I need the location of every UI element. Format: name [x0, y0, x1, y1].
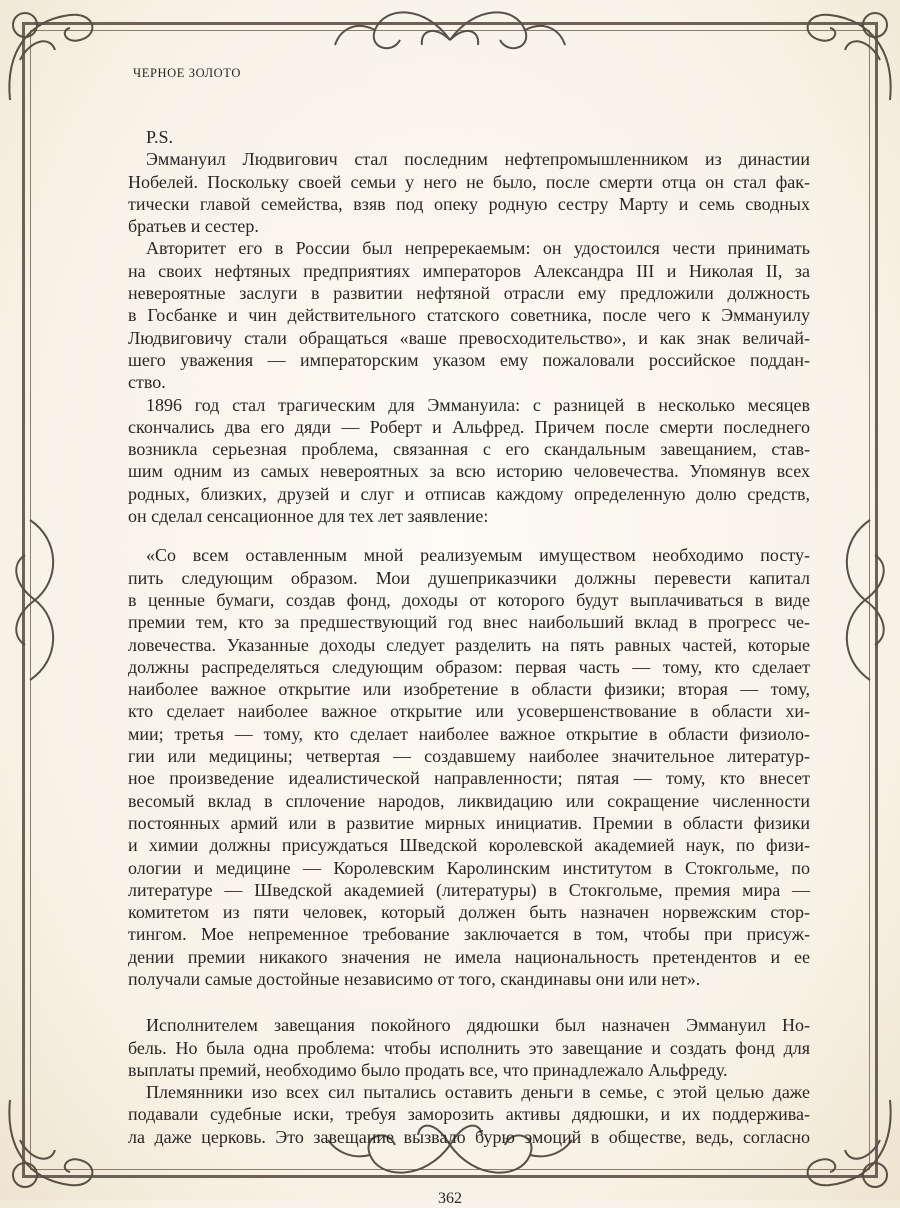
text-line: тически главой семейства, взяв под опеку родную сестру Марту и семь сводных [128, 193, 810, 214]
text-line: мии; третья — тому, кто сделает наиболее важное открытие в области физиоло- [128, 723, 810, 744]
text-line: ловечества. Указанные доходы следует разделить на пять равных частей, которые [128, 634, 810, 655]
text-line: «Со всем оставленным мной реализуемым имуществом необходимо посту- [146, 545, 810, 566]
text-line: Эммануил Людвигович стал последним нефтепромышленником из династии [146, 149, 810, 170]
text-line: должны распределяться следующим образом: первая часть — тому, кто сделает [128, 656, 810, 677]
paragraph [128, 394, 810, 528]
ornament-top-right-icon [790, 0, 900, 110]
text-line: P.S. [146, 127, 174, 147]
paragraph [128, 1014, 810, 1081]
text-line: тингом. Мое непременное требование заключается в том, чтобы при присуж- [128, 924, 810, 945]
text-line: комитетом из пяти человек, который должен быть назначен норвежским стор- [128, 902, 810, 923]
text-line: шего уважения — императорским указом ему пожаловали российское поддан- [128, 349, 810, 370]
ornament-top-left-icon [0, 0, 110, 110]
paragraph [128, 148, 810, 237]
text-line: в Госбанке и чин действительного статского советника, после чего к Эммануилу [128, 305, 810, 326]
text-line: ологии и медицине — Королевским Каролинским институтом в Стокгольме, по [128, 857, 810, 878]
text-line: на своих нефтяных предприятиях императоров Александра III и Николая II, за [128, 260, 810, 281]
text-line: 1896 год стал трагическим для Эммануила: с разницей в несколько месяцев [146, 394, 810, 415]
text-line: весомый вклад в сплочение народов, ликвидацию или сокращение численности [128, 790, 810, 811]
text-line: Авторитет его в России был непререкаемым: он удостоился чести принимать [146, 238, 810, 259]
paragraph [128, 1081, 810, 1148]
spacer [128, 990, 810, 1014]
text-line: братьев и сестер. [128, 216, 259, 237]
text-line: наиболее важное открытие или изобретение в области физики; вторая — тому, [128, 679, 810, 700]
text-line: скончались два его дяди — Роберт и Альфред. Причем после смерти последнего [128, 416, 810, 437]
text-line: ное произведение идеалистической направленности; пятая — тому, кто внесет [128, 768, 810, 789]
text-line: выплаты премий, необходимо было продать все, что принадлежало Альфреду. [128, 1059, 728, 1080]
text-line: возникла серьезная проблема, связанная с его скандальным завещанием, став- [128, 439, 810, 460]
text-line: премии тем, кто за предшествующий год внес наибольший вклад в прогресс че- [128, 612, 810, 633]
text-line: в ценные бумаги, создав фонд, доходы от которого будут выплачиваться в виде [128, 589, 810, 610]
text-line: Племянники изо всех сил пытались оставить деньги в семье, с этой целью даже [146, 1082, 810, 1103]
text-line: невероятные заслуги в развитии нефтяной отрасли ему предложили должность [128, 283, 810, 304]
paragraph [128, 237, 810, 393]
text-line: Людвиговичу стали обращаться «ваше превосходительство», и как знак величай- [128, 327, 810, 348]
text-line: гии или медицины; четвертая — создавшему наиболее значительное литератур- [128, 746, 810, 767]
body-text [128, 126, 810, 1148]
will-quote [128, 544, 810, 990]
text-line: родных, близких, друзей и слуг и отписав каждому определенную долю средств, [128, 483, 810, 504]
text-line: Исполнителем завещания покойного дядюшки был назначен Эммануил Но- [146, 1015, 810, 1036]
text-line: литературе — Шведской академией (литературы) в Стокгольме, премия мира — [128, 879, 810, 900]
text-line: кто сделает наиболее важное открытие или усовершенствование в области хи- [128, 701, 810, 722]
text-line: подавали судебные иски, требуя заморозить активы дядюшки, и их поддержива- [128, 1104, 810, 1125]
ornament-top-center-icon [330, 0, 570, 70]
ornament-right-middle-icon [830, 510, 900, 690]
ornament-left-middle-icon [0, 510, 70, 690]
text-line: ство. [128, 372, 166, 393]
ps-heading [128, 126, 810, 148]
spacer [128, 527, 810, 544]
page-number: 362 [438, 1190, 462, 1207]
running-title: ЧЕРНОЕ ЗОЛОТО [133, 66, 241, 80]
ornament-bottom-left-icon [0, 1090, 110, 1200]
text-line: дении премии никакого значения не имела национальность претендентов и ее [128, 946, 810, 967]
text-line: получали самые достойные независимо от того, скандинавы они или нет». [128, 968, 701, 989]
text-line: Нобелей. Поскольку своей семьи у него не было, после смерти отца он стал фак- [128, 171, 810, 192]
text-line: постоянных армий или в развитие мирных инициатив. Премии в области физики [128, 812, 810, 833]
text-line: бель. Но была одна проблема: чтобы исполнить это завещание и создать фонд для [128, 1037, 810, 1058]
text-line: и химии должны присуждаться Шведской королевской академией наук, по физи- [128, 835, 810, 856]
text-line: шим одним из самых невероятных за всю историю человечества. Упомянув всех [128, 461, 810, 482]
text-line: ла даже церковь. Это завещание вызвало бурю эмоций в обществе, ведь, согласно [128, 1126, 810, 1147]
text-line: он сделал сенсационное для тех лет заявление: [128, 506, 489, 527]
text-line: пить следующим образом. Мои душеприказчики должны перевести капитал [128, 567, 810, 588]
